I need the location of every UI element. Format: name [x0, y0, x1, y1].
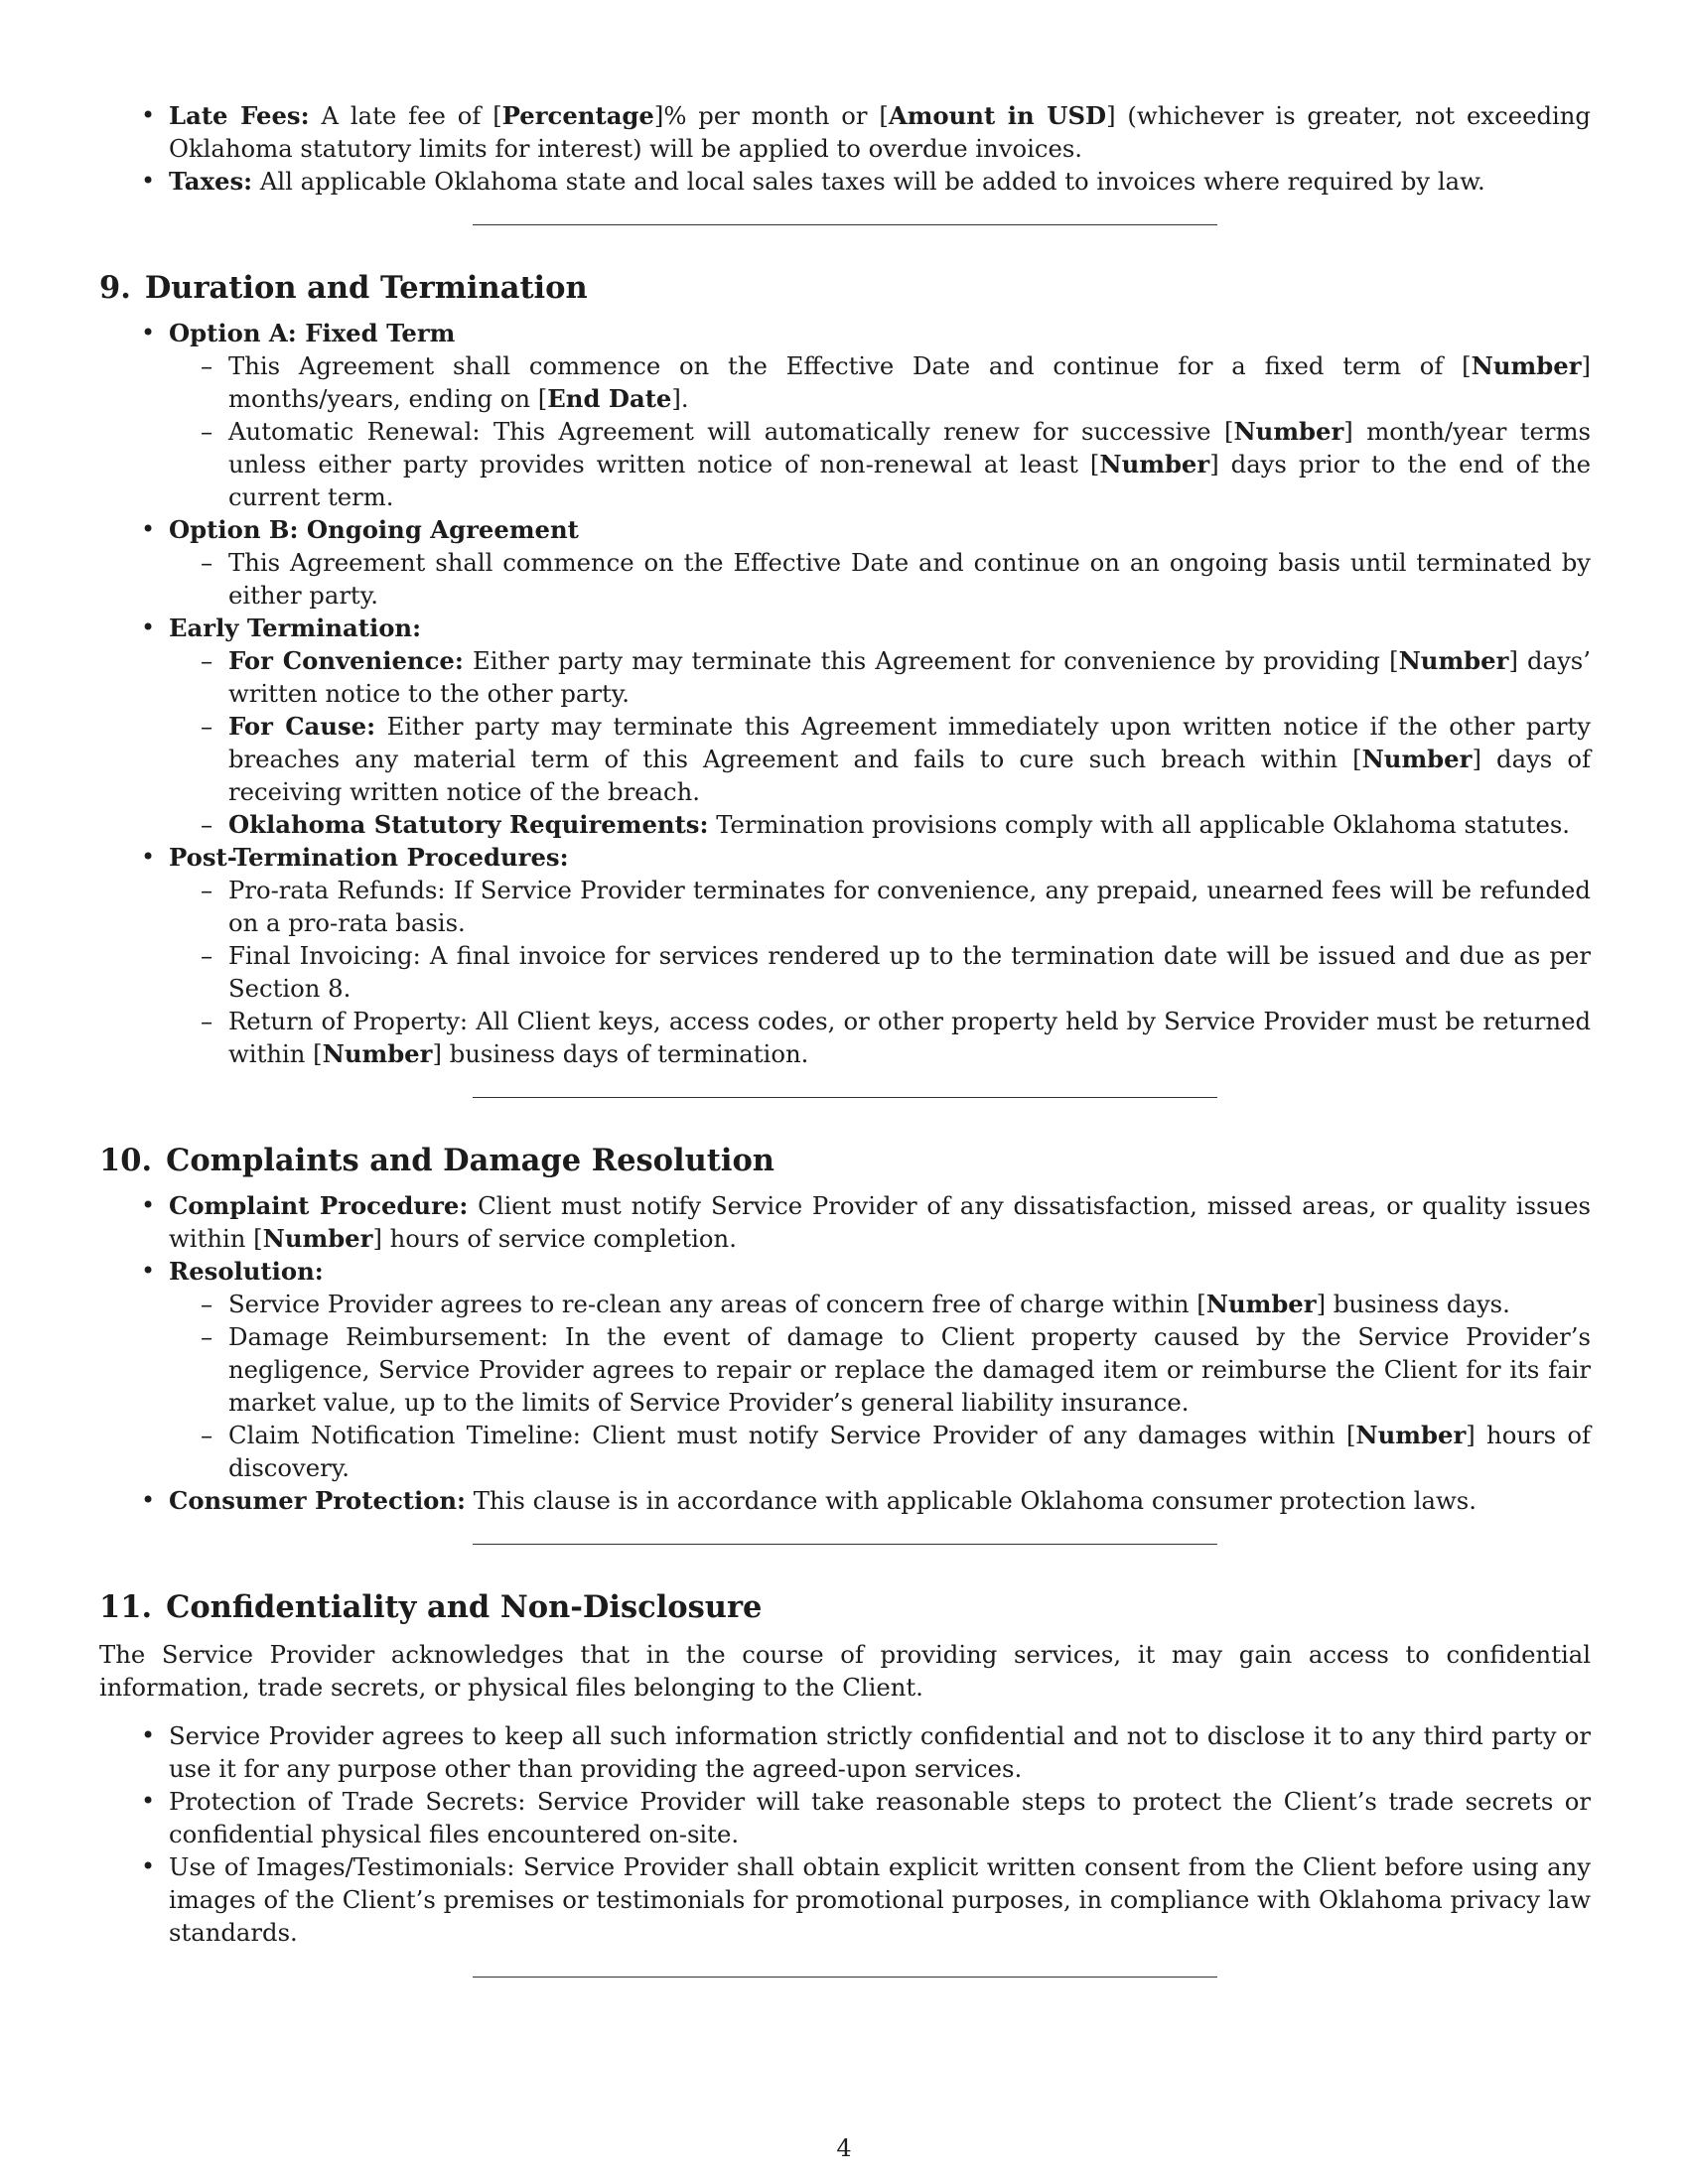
section-11-list — [99, 1719, 1591, 1949]
late-fees-label: Late Fees: — [169, 101, 310, 130]
automatic-renewal-item: – Automatic Renewal: This Agreement will automatically renew for successive [Number] month/year terms unless either party provides written notice of non-renewal at least [Number] days prior to the end of the current term. — [169, 415, 1591, 513]
statutory-item: – Oklahoma Statutory Requirements: Termination provisions comply with all applicable Oklahoma statutes. — [169, 808, 1591, 841]
taxes-label: Taxes: — [169, 167, 253, 196]
section-divider — [473, 1097, 1217, 1098]
fixed-term-item: – This Agreement shall commence on the Effective Date and continue for a fixed term of [Number] months/years, ending on [End Date]. — [169, 349, 1591, 415]
trade-secrets-item: • Protection of Trade Secrets: Service Provider will take reasonable steps to protect the Client’s trade secrets or confidential physical files encountered on-site. — [99, 1785, 1591, 1850]
claim-notification-item: – Claim Notification Timeline: Client must notify Service Provider of any damages within [Number] hours of discovery. — [169, 1419, 1591, 1484]
section-10-heading: 10. Complaints and Damage Resolution — [99, 1143, 774, 1178]
option-a-item: • Option A: Fixed Term – This Agreement shall commence on the Effective Date and continue for a fixed term of [Number] months/years, ending on [End Date]. – Automatic Renewal: This Agreement will automatically renew for successive [Number] month/year terms unless either party provides written notice of non-renewal at least [Number] days prior to the end of the current term. — [99, 317, 1591, 513]
section-11-heading: 11. Confidentiality and Non-Disclosure — [99, 1589, 763, 1625]
confidentiality-intro: The Service Provider acknowledges that in the course of providing services, it may gain access to confidential information, trade secrets, or physical files belonging to the Client. — [99, 1640, 1591, 1702]
section-divider — [473, 1977, 1217, 1978]
page-number: 4 — [836, 2134, 852, 2162]
return-of-property-item: – Return of Property: All Client keys, access codes, or other property held by Service Provider must be returned within [Number] business days of termination. — [169, 1005, 1591, 1070]
images-testimonials-item: • Use of Images/Testimonials: Service Provider shall obtain explicit written consent from the Client before using any images of the Client’s premises or testimonials for promotional purposes, in compliance with Oklahoma privacy law standards. — [99, 1850, 1591, 1949]
re-clean-item: – Service Provider agrees to re-clean any areas of concern free of charge within [Number] business days. — [169, 1288, 1591, 1320]
post-termination-item: • Post-Termination Procedures: – Pro-rata Refunds: If Service Provider terminates for convenience, any prepaid, unearned fees will be refunded on a pro-rata basis. – Final Invoicing: A final invoice for services rendered up to the termination date will be issued and due as per Section 8. – Return of Property: All Client keys, access codes, or other property held by Service Provider must be returned within [Number] business days of termination. — [99, 841, 1591, 1070]
taxes-item: • Taxes: All applicable Oklahoma state and local sales taxes will be added to invoices where required by law. — [99, 165, 1591, 198]
section-9-list — [99, 317, 1591, 1070]
for-cause-item: – For Cause: Either party may terminate this Agreement immediately upon written notice if the other party breaches any material term of this Agreement and fails to cure such breach within [Number] days of receiving written notice of the breach. — [169, 710, 1591, 808]
section-divider — [473, 1544, 1217, 1545]
fees-list — [99, 99, 1591, 198]
confidential-info-item: • Service Provider agrees to keep all such information strictly confidential and not to disclose it to any third party or use it for any purpose other than providing the agreed-upon services. — [99, 1719, 1591, 1785]
ongoing-item: – This Agreement shall commence on the Effective Date and continue on an ongoing basis until terminated by either party. — [169, 546, 1591, 612]
section-10-list — [99, 1189, 1591, 1517]
document-page — [99, 99, 1591, 1978]
option-b-item: • Option B: Ongoing Agreement – This Agreement shall commence on the Effective Date and continue on an ongoing basis until terminated by either party. — [99, 513, 1591, 612]
early-termination-item: • Early Termination: – For Convenience: Either party may terminate this Agreement for convenience by providing [Number] days’ written notice to the other party. – For Cause: Either party may terminate this Agreement immediately upon written notice if the other party breaches any material term of this Agreement and fails to cure such breach within [Number] days of receiving written notice of the breach. – Oklahoma Statutory Requirements: Termination provisions comply with all applicable Oklahoma statutes. — [99, 612, 1591, 841]
damage-reimbursement-item: – Damage Reimbursement: In the event of damage to Client property caused by the Service Provider’s negligence, Service Provider agrees to repair or replace the damaged item or reimburse the Client for its fair market value, up to the limits of Service Provider’s general liability insurance. — [169, 1320, 1591, 1419]
for-convenience-item: – For Convenience: Either party may terminate this Agreement for convenience by providing [Number] days’ written notice to the other party. — [169, 644, 1591, 710]
complaint-procedure-item: • Complaint Procedure: Client must notify Service Provider of any dissatisfaction, missed areas, or quality issues within [Number] hours of service completion. — [99, 1189, 1591, 1255]
late-fees-item: • Late Fees: A late fee of [Percentage]% per month or [Amount in USD] (whichever is greater, not exceeding Oklahoma statutory limits for interest) will be applied to overdue invoices. — [99, 99, 1591, 165]
consumer-protection-item: • Consumer Protection: This clause is in accordance with applicable Oklahoma consumer protection laws. — [99, 1484, 1591, 1517]
resolution-item: • Resolution: – Service Provider agrees to re-clean any areas of concern free of charge within [Number] business days. – Damage Reimbursement: In the event of damage to Client property caused by the Service Provider’s negligence, Service Provider agrees to repair or replace the damaged item or reimburse the Client for its fair market value, up to the limits of Service Provider’s general liability insurance. – Claim Notification Timeline: Client must notify Service Provider of any damages within [Number] hours of discovery. — [99, 1255, 1591, 1484]
section-9-heading: 9. Duration and Termination — [99, 270, 588, 306]
final-invoicing-item: – Final Invoicing: A final invoice for services rendered up to the termination date will be issued and due as per Section 8. — [169, 939, 1591, 1005]
pro-rata-refunds-item: – Pro-rata Refunds: If Service Provider terminates for convenience, any prepaid, unearned fees will be refunded on a pro-rata basis. — [169, 874, 1591, 939]
section-divider — [473, 224, 1217, 225]
